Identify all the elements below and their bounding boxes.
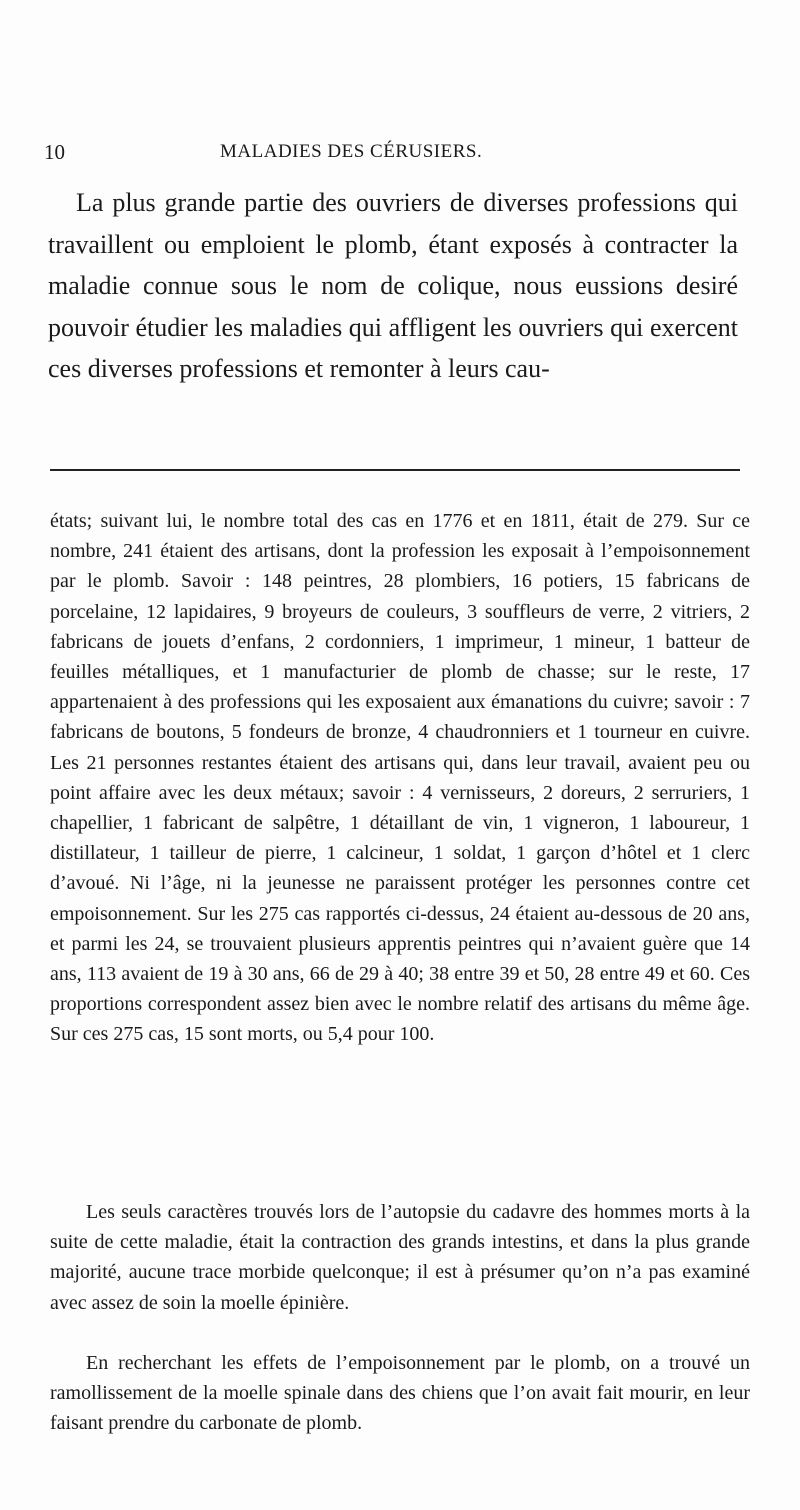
footnote-paragraph-3: En recherchant les effets de l’empoisonnement par le plomb, on a trouvé un ramollissement de la moelle spinale dans des chiens que l’on avait fait mourir, en leur faisant prendre du carbonate de plomb.: [50, 1352, 750, 1435]
footnote-paragraph-1: états; suivant lui, le nombre total des cas en 1776 et en 1811, était de 279. Sur ce nombre, 241 étaient des artisans, dont la profession les exposait à l’empoisonnement par le plomb. Savoir : 148 peintres, 28 plombiers, 16 potiers, 15 fabricans de porcelaine, 12 lapidaires, 9 broyeurs de couleurs, 3 souffleurs de verre, 2 vitriers, 2 fabricans de jouets d’enfans, 2 cordonniers, 1 imprimeur, 1 mineur, 1 batteur de feuilles métalliques, et 1 manufacturier de plomb de chasse; sur le reste, 17 appartenaient à des professions qui les exposaient aux émanations du cuivre; savoir : 7 fabricans de boutons, 5 fondeurs de bronze, 4 chaudronniers et 1 tourneur en cuivre. Les 21 personnes restantes étaient des artisans qui, dans leur travail, avaient peu ou point affaire avec les deux métaux; savoir : 4 vernisseurs, 2 doreurs, 2 serruriers, 1 chapellier, 1 fabricant de salpêtre, 1 détaillant de vin, 1 vigneron, 1 laboureur, 1 distillateur, 1 tailleur de pierre, 1 calcineur, 1 soldat, 1 garçon d’hôtel et 1 clerc d’avoué. Ni l’âge, ni la jeunesse ne paraissent protéger les personnes contre cet empoisonnement. Sur les 275 cas rapportés ci-dessus, 24 étaient au-dessous de 20 ans, et parmi les 24, se trouvaient plusieurs apprentis peintres qui n’avaient guère que 14 ans, 113 avaient de 19 à 30 ans, 66 de 29 à 40; 38 entre 39 et 50, 28 entre 49 et 60. Ces proportions correspondent assez bien avec le nombre relatif des artisans du même âge. Sur ces 275 cas, 15 sont morts, ou 5,4 pour 100.: [50, 510, 750, 1046]
main-paragraph: La plus grande partie des ouvriers de diverses professions qui travaillent ou emploient le plomb, étant exposés à contracter la maladie connue sous le nom de colique, nous eussions desiré pouvoir étudier les maladies qui affligent les ouvriers qui exercent ces diverses professions et remonter à leurs cau-: [48, 188, 738, 383]
footnote-paragraph-2: Les seuls caractères trouvés lors de l’autopsie du cadavre des hommes morts à la suite de cette maladie, était la contraction des grands intestins, et dans la plus grande majorité, aucune trace morbide quelconque; il est à présumer qu’on n’a pas examiné avec assez de soin la moelle épinière.: [50, 1201, 750, 1314]
page-number: 10: [44, 140, 65, 164]
footnote-divider: [50, 469, 740, 471]
running-title: MALADIES DES CÉRUSIERS.: [220, 141, 483, 162]
running-head: [44, 140, 744, 170]
